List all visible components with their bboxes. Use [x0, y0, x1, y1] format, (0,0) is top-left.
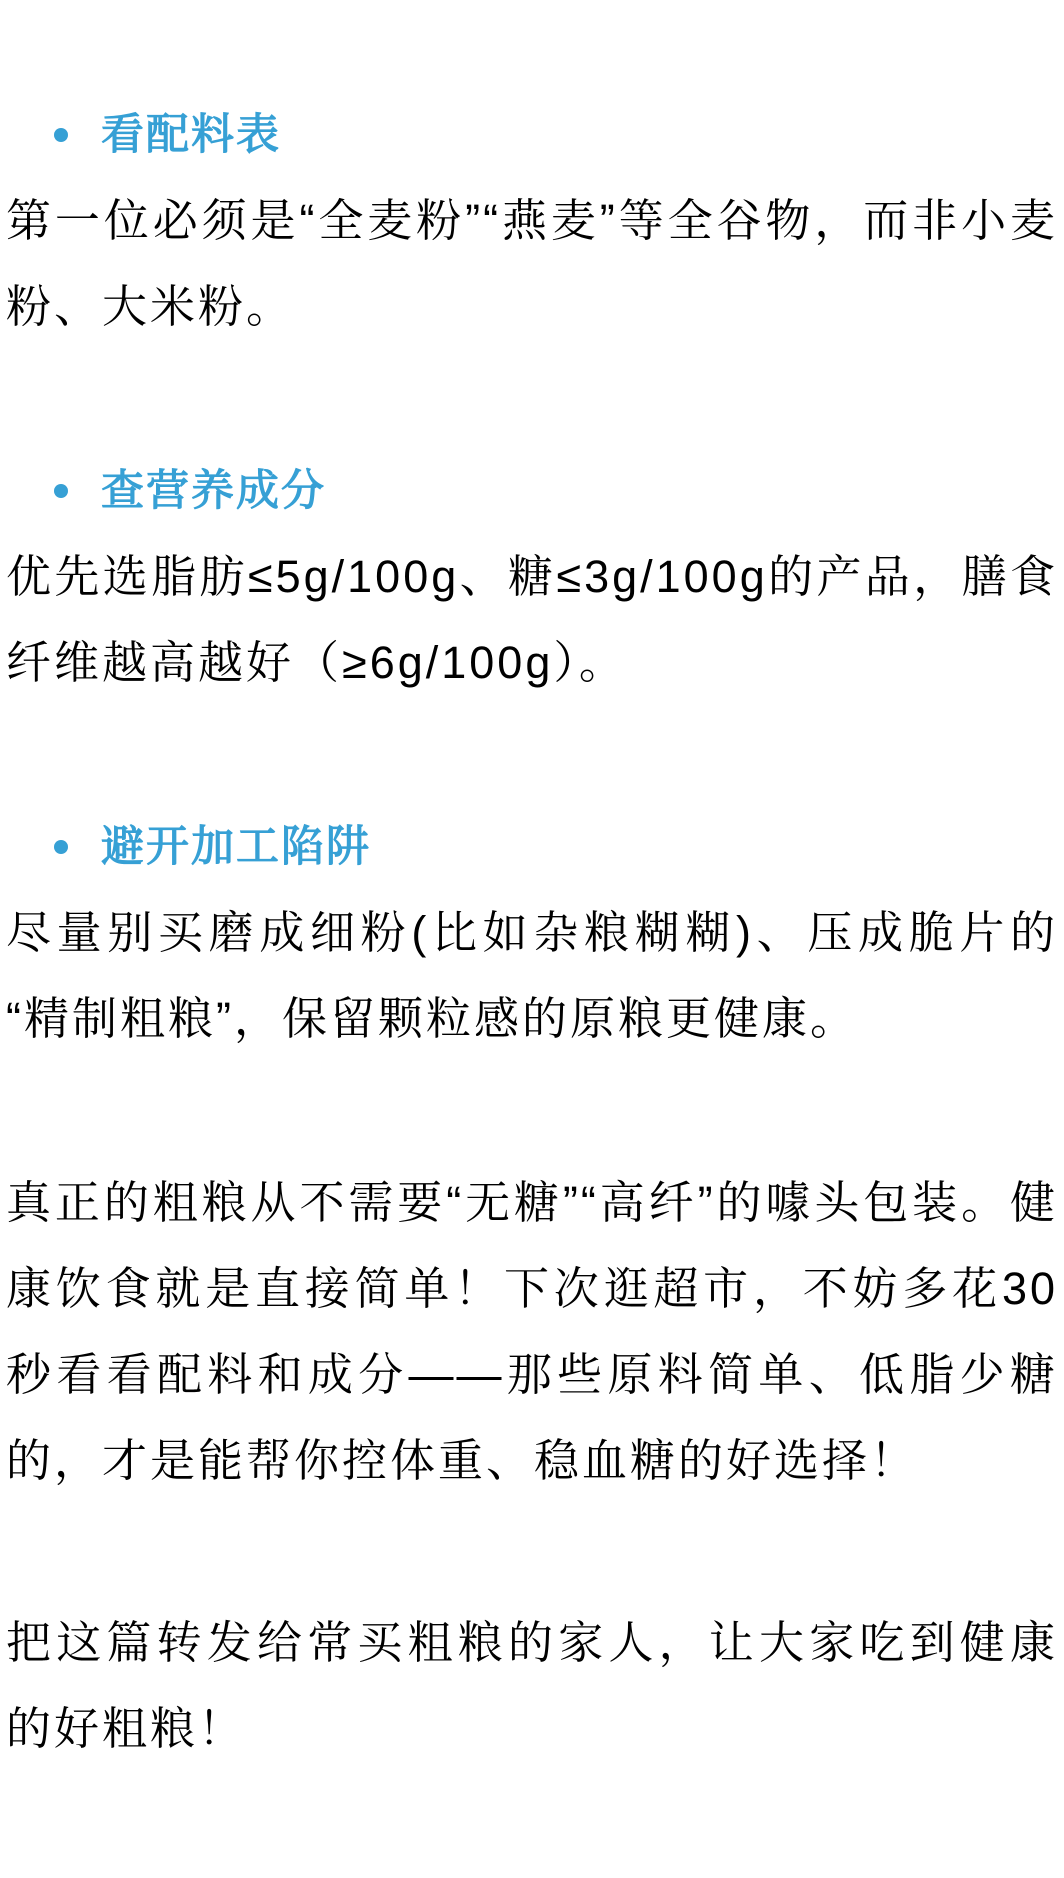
bullet-dot-icon	[54, 840, 68, 854]
section-processing-traps	[6, 804, 1058, 1062]
section-nutrition	[6, 448, 1058, 706]
section-heading-text: 避开加工陷阱	[101, 823, 371, 871]
section-heading-text: 看配料表	[101, 111, 281, 159]
closing-paragraph-text: 真正的粗粮从不需要“无糖”“高纤”的噱头包装。健康饮食就是直接简单！下次逛超市，不妨多花30秒看看配料和成分——那些原料简单、低脂少糖的，才是能帮你控体重、稳血糖的好选择！	[6, 1177, 1058, 1486]
closing-paragraph-summary	[6, 1160, 1058, 1504]
section-heading-ingredients	[6, 92, 1058, 178]
section-heading-nutrition	[6, 448, 1058, 534]
section-body-text: 第一位必须是“全麦粉”“燕麦”等全谷物，而非小麦粉、大米粉。	[6, 195, 1058, 332]
bullet-dot-icon	[54, 128, 68, 142]
section-body-text: 优先选脂肪≤5g/100g、糖≤3g/100g的产品，膳食纤维越高越好（≥6g/100g）。	[6, 551, 1058, 688]
section-body-text: 尽量别买磨成细粉(比如杂粮糊糊)、压成脆片的“精制粗粮”，保留颗粒感的原粮更健康。	[6, 907, 1058, 1044]
closing-paragraph-cta	[6, 1600, 1058, 1772]
section-heading-text: 查营养成分	[101, 467, 326, 515]
section-heading-processing-traps	[6, 804, 1058, 890]
section-ingredients	[6, 92, 1058, 350]
closing-paragraph-text: 把这篇转发给常买粗粮的家人，让大家吃到健康的好粗粮！	[6, 1617, 1058, 1754]
bullet-dot-icon	[54, 484, 68, 498]
